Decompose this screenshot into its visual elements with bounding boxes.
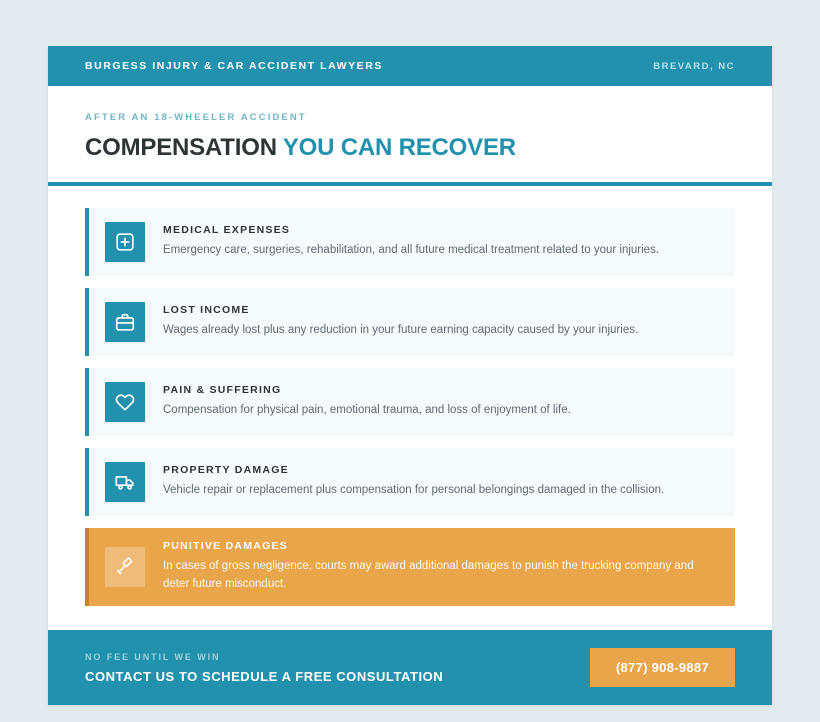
list-item-title: PROPERTY DAMAGE	[163, 464, 289, 477]
page-title	[85, 135, 735, 160]
list-item-text	[163, 540, 719, 594]
headline-accent: YOU CAN RECOVER	[282, 134, 516, 161]
truck-icon	[105, 462, 145, 502]
list-item	[85, 208, 735, 276]
list-item	[85, 448, 735, 516]
list-item-title: PUNITIVE DAMAGES	[163, 540, 289, 553]
list-item	[85, 288, 735, 356]
gavel-icon	[105, 547, 145, 587]
heart-icon	[105, 382, 145, 422]
list-item-description: Wages already lost plus any reduction in your future earning capacity caused by your injuries.	[163, 324, 639, 337]
list-item-text	[163, 384, 719, 420]
list-item-description: Vehicle repair or replacement plus compensation for personal belongings damaged in the collision.	[163, 484, 665, 497]
list-item-description: In cases of gross negligence, courts may award additional damages to punish the trucking company and deter future misconduct.	[163, 560, 694, 591]
firm-name: BURGESS INJURY & CAR ACCIDENT LAWYERS	[85, 60, 383, 72]
call-phone-button[interactable]: (877) 908-9887	[590, 648, 735, 687]
list-item-title: MEDICAL EXPENSES	[163, 224, 291, 237]
list-item-title: LOST INCOME	[163, 304, 250, 317]
list-item-text	[163, 224, 719, 260]
medical-kit-icon	[105, 222, 145, 262]
compensation-list	[48, 186, 772, 630]
footer-headline: CONTACT US TO SCHEDULE A FREE CONSULTATION	[85, 668, 444, 684]
title-block	[48, 86, 772, 182]
list-item-text	[163, 464, 719, 500]
list-item-description: Compensation for physical pain, emotional trauma, and loss of enjoyment of life.	[163, 404, 571, 417]
footer-cta-bar	[48, 630, 772, 705]
eyebrow-text: AFTER AN 18-WHEELER ACCIDENT	[85, 112, 307, 123]
footer-text-group	[85, 652, 443, 684]
content-sheet	[48, 46, 772, 705]
list-item-highlighted	[85, 528, 735, 606]
header-bar	[48, 46, 772, 86]
location-label: BREVARD, NC	[653, 60, 735, 72]
list-item-text	[163, 304, 719, 340]
briefcase-icon	[105, 302, 145, 342]
list-item-description: Emergency care, surgeries, rehabilitation, and all future medical treatment related to your injuries.	[163, 244, 660, 257]
list-item-title: PAIN & SUFFERING	[163, 384, 282, 397]
footer-eyebrow: NO FEE UNTIL WE WIN	[85, 651, 221, 662]
list-item	[85, 368, 735, 436]
headline-primary: COMPENSATION	[85, 134, 277, 161]
